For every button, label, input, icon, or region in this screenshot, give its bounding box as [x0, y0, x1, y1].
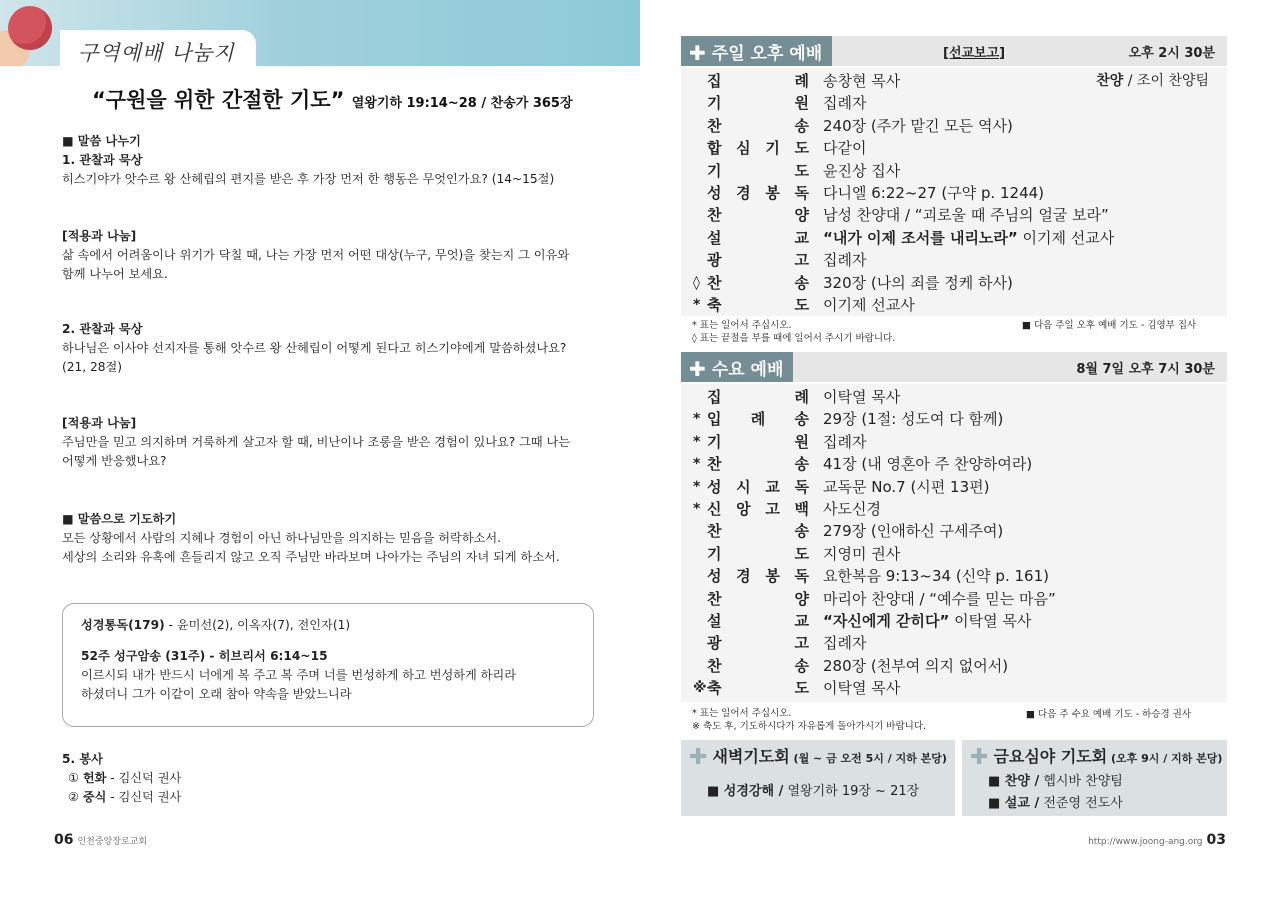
- order-item-label: 집 례: [707, 388, 809, 406]
- order-item-detail: 다니엘 6:22~27 (구약 p. 1244): [823, 184, 1045, 202]
- order-item-detail: 280장 (천부여 의지 없어서): [823, 656, 1009, 675]
- order-item-detail: 송창현 목사: [823, 72, 901, 90]
- wednesday-service-header: [681, 352, 1227, 382]
- order-row: [681, 520, 1227, 542]
- dawn-prayer-box: [681, 740, 955, 816]
- app1-heading: [적용과 나눔]: [62, 229, 137, 243]
- friday-prayer-line-1: [988, 770, 1123, 789]
- sunday-note-2: ◊ 표는 끝절을 부를 때에 일어서 주시기 바랍니다.: [692, 333, 896, 344]
- order-item-detail: 41장 (내 영혼아 주 찬양하여라): [823, 455, 1033, 474]
- order-item-label: 찬 송: [707, 273, 809, 292]
- order-item-label: 광 고: [707, 251, 809, 270]
- service-item-name: - 김신덕 권사: [106, 790, 182, 804]
- friday-prayer-schedule: (오후 9시 / 지하 본당): [1107, 752, 1223, 765]
- dawn-prayer-title: [689, 744, 947, 770]
- app2-heading: [적용과 나눔]: [62, 416, 137, 430]
- order-mark: ◊: [693, 274, 700, 291]
- reading-label: 성경통독(179): [81, 618, 165, 632]
- order-item-label: 찬 송: [707, 455, 809, 474]
- wednesday-service-time: 8월 7일 오후 7시 30분: [1076, 362, 1215, 377]
- order-row: [681, 610, 1227, 632]
- sermon-title-text: “구원을 위한 간절한 기도”: [92, 88, 345, 112]
- order-item-detail: 집례자: [823, 251, 867, 270]
- order-row: [681, 565, 1227, 587]
- order-item-label: 성 시 교 독: [707, 477, 809, 496]
- sunday-order-list: [681, 68, 1227, 316]
- order-row: [681, 115, 1227, 137]
- order-item-detail: “내가 이제 조서를 내리노라” 이기제 선교사: [823, 228, 1115, 247]
- order-mark: *: [693, 297, 701, 313]
- order-row: [681, 543, 1227, 565]
- order-item-label: 기 도: [707, 544, 809, 563]
- order-item-label: 기 원: [707, 432, 809, 451]
- order-item-detail: 320장 (나의 죄를 정케 하사): [823, 273, 1013, 292]
- order-item-label: 기 원: [707, 94, 809, 113]
- order-row: [681, 204, 1227, 226]
- order-item-label: 광 고: [707, 634, 809, 653]
- wednesday-note-2: ※ 축도 후, 기도하시다가 자유롭게 돌아가시기 바랍니다.: [692, 721, 927, 732]
- sunday-side-bold: 찬양: [1096, 73, 1124, 89]
- wednesday-service-tag: [681, 352, 793, 382]
- share-section: [62, 132, 602, 189]
- order-item-detail: 다같이: [823, 139, 867, 158]
- order-row: [681, 588, 1227, 610]
- prayer-line2: 세상의 소리와 유혹에 흔들리지 않고 오직 주님만 바라보며 나아가는 주님의 자녀 되게 하소서.: [62, 550, 560, 564]
- order-row: [681, 182, 1227, 204]
- service-heading: 5. 봉사: [62, 752, 103, 766]
- q2-line1: 하나님은 이사야 선지자를 통해 앗수르 왕 산헤립이 어떻게 된다고 히스기야에게 말씀하셨나요?: [62, 341, 567, 355]
- order-row: [681, 92, 1227, 114]
- order-row: [681, 408, 1227, 430]
- prayer-heading: ■ 말씀으로 기도하기: [62, 512, 177, 526]
- order-item-detail: 집례자: [823, 634, 867, 653]
- church-name: 인천중앙장로교회: [77, 837, 148, 847]
- right-page-number: 03: [1206, 832, 1226, 848]
- friday-prayer-line-2: [988, 792, 1123, 811]
- heart-decoration: [0, 0, 60, 66]
- q2-line2: (21, 28절): [62, 360, 123, 374]
- order-row: [681, 498, 1227, 520]
- dawn-prayer-line: [707, 780, 919, 799]
- order-item-detail: 240장 (주가 맡긴 모든 역사): [823, 116, 1013, 135]
- order-item-label: 기 도: [707, 161, 809, 180]
- order-item-detail: 윤진상 집사: [823, 161, 901, 180]
- order-row: [681, 70, 1227, 92]
- section-tab-label: 구역예배 나눔지: [78, 41, 235, 65]
- order-item-detail: 마리아 찬양대 / “예수를 믿는 마음”: [823, 589, 1056, 608]
- order-row: [681, 431, 1227, 453]
- sunday-service-tag: [681, 36, 832, 66]
- cross-icon: ✚: [689, 745, 708, 770]
- sunday-next-prayer: ■ 다음 주일 오후 예배 기도 - 김영부 집사: [1022, 320, 1197, 331]
- question-2: [62, 320, 602, 377]
- order-mark: *: [693, 433, 701, 450]
- service-item: [62, 788, 602, 807]
- cross-icon: ✚: [970, 745, 989, 770]
- order-item-label: 설 교: [707, 228, 809, 247]
- mission-report-label: [선교보고]: [943, 46, 1006, 61]
- wednesday-note-1: * 표는 일어서 주십시오.: [692, 708, 792, 719]
- order-mark: *: [693, 411, 701, 428]
- right-page: [640, 0, 1280, 904]
- section-tab: [60, 30, 256, 70]
- order-row: [681, 227, 1227, 249]
- sermon-reference: 열왕기하 19:14~28 / 찬송가 365장: [351, 96, 573, 111]
- friday-prayer-name: 금요심야 기도회: [993, 747, 1108, 766]
- website-url: http://www.joong-ang.org: [1088, 837, 1203, 847]
- cross-icon: ✚: [689, 357, 706, 381]
- order-item-detail: 요한복음 9:13~34 (신약 p. 161): [823, 567, 1049, 586]
- sunday-service-header: [681, 36, 1227, 66]
- order-item-detail: 교독문 No.7 (시편 13편): [823, 477, 990, 496]
- order-item-label: 성 경 봉 독: [707, 184, 809, 202]
- friday-line2-text: 전준영 전도사: [1039, 796, 1123, 811]
- reading-names: - 윤미선(2), 이옥자(7), 전인자(1): [164, 618, 351, 632]
- order-item-detail: 지영미 권사: [823, 544, 901, 563]
- order-item-detail: 이탁열 목사: [823, 388, 901, 406]
- order-item-detail: 이기제 선교사: [823, 296, 915, 314]
- memory-line1: 이르시되 내가 반드시 너에게 복 주고 복 주며 너를 번성하게 하고 번성하게 하리라: [81, 668, 517, 682]
- wednesday-next-prayer: ■ 다음 주 수요 예배 기도 - 하승경 권사: [1026, 709, 1192, 720]
- service-item-name: - 김신덕 권사: [106, 771, 182, 785]
- friday-line2-label: ■ 설교 /: [988, 796, 1040, 811]
- reading-card: [62, 603, 594, 727]
- app1-line1: 삶 속에서 어려움이나 위기가 닥칠 때, 나는 가장 먼저 어떤 대상(누구, 무엇)을 찾는지 그 이유와: [62, 248, 570, 262]
- sunday-service-time: 오후 2시 30분: [1128, 46, 1215, 61]
- wednesday-order-list: [681, 384, 1227, 702]
- order-item-label: 합 심 기 도: [707, 139, 809, 158]
- dawn-prayer-name: 새벽기도회: [712, 747, 790, 766]
- left-page-number: 06: [54, 832, 74, 848]
- order-row: [681, 272, 1227, 294]
- order-item-detail: “자신에게 갇히다” 이탁열 목사: [823, 612, 1032, 630]
- order-row: [681, 249, 1227, 271]
- sermon-title: [92, 84, 573, 114]
- app2-line2: 어떻게 반응했나요?: [62, 454, 167, 468]
- order-mark: *: [693, 456, 701, 473]
- order-item-label: 찬 양: [707, 206, 809, 225]
- order-item-label: 축 도: [707, 679, 809, 698]
- friday-line1-label: ■ 찬양 /: [988, 774, 1040, 789]
- order-mark: ※: [693, 680, 707, 697]
- service-item-num: ②: [68, 790, 79, 804]
- sunday-service-label: 주일 오후 예배: [711, 44, 823, 64]
- sunday-side-text: / 조이 찬양팀: [1123, 73, 1209, 89]
- order-row: [681, 137, 1227, 159]
- order-item-label: 신 앙 고 백: [707, 500, 809, 518]
- order-row: [681, 476, 1227, 498]
- order-item-label: 집 례: [707, 72, 809, 90]
- order-row: [681, 386, 1227, 408]
- dawn-prayer-line-text: 열왕기하 19장 ~ 21장: [783, 784, 920, 799]
- friday-prayer-box: [962, 740, 1227, 816]
- order-item-label: 입 례 송: [707, 410, 809, 429]
- order-item-label: 성 경 봉 독: [707, 567, 809, 586]
- order-mark: *: [693, 478, 701, 495]
- reading-line: [81, 616, 575, 635]
- order-item-label: 설 교: [707, 612, 809, 630]
- order-item-label: 찬 송: [707, 116, 809, 135]
- order-item-detail: 이탁열 목사: [823, 679, 901, 698]
- friday-line1-text: 헵시바 찬양팀: [1039, 774, 1123, 789]
- order-item-detail: 279장 (인애하신 구세주여): [823, 522, 1004, 541]
- order-item-detail: 29장 (1절: 성도여 다 함께): [823, 410, 1004, 429]
- share-heading: ■ 말씀 나누기: [62, 134, 141, 148]
- app2-line1: 주님만을 믿고 의지하며 거룩하게 살고자 할 때, 비난이나 조롱을 받은 경험이 있나요? 그때 나는: [62, 435, 571, 449]
- order-item-label: 찬 송: [707, 522, 809, 541]
- service-item-num: ①: [68, 771, 79, 785]
- order-item-detail: 남성 찬양대 / “괴로울 때 주님의 얼굴 보라”: [823, 206, 1109, 225]
- order-row: [681, 655, 1227, 677]
- order-row: [681, 632, 1227, 654]
- order-item-detail: 집례자: [823, 432, 867, 451]
- right-footer: [1088, 832, 1226, 848]
- service-section: [62, 750, 602, 807]
- order-item-label: 축 도: [707, 296, 809, 314]
- service-item-role: 중식: [82, 790, 107, 804]
- q1-text: 히스기야가 앗수르 왕 산헤립의 편지를 받은 후 가장 먼저 한 행동은 무엇인가요? (14~15절): [62, 172, 555, 186]
- memory-heading: 52주 성구암송 (31주) - 히브리서 6:14~15: [81, 649, 328, 663]
- cross-icon: ✚: [689, 41, 706, 65]
- left-footer: [54, 832, 147, 848]
- service-item: [62, 769, 602, 788]
- order-row: [681, 160, 1227, 182]
- prayer-section: [62, 510, 602, 567]
- application-2: [62, 414, 602, 471]
- friday-prayer-title: [970, 744, 1222, 770]
- dawn-prayer-line-label: ■ 성경강해 /: [707, 784, 784, 799]
- dawn-prayer-schedule: (월 ~ 금 오전 5시 / 지하 본당): [789, 752, 947, 765]
- order-row: [681, 677, 1227, 699]
- service-item-role: 헌화: [82, 771, 107, 785]
- order-item-detail: 집례자: [823, 94, 867, 113]
- memory-line2: 하셨더니 그가 이같이 오래 참아 약속을 받았느니라: [81, 687, 352, 701]
- order-row: [681, 453, 1227, 475]
- order-item-label: 찬 양: [707, 589, 809, 608]
- sunday-note-1: * 표는 일어서 주십시오.: [692, 320, 792, 331]
- application-1: [62, 227, 602, 284]
- order-mark: *: [693, 501, 701, 517]
- q1-heading: 1. 관찰과 묵상: [62, 153, 143, 167]
- order-item-detail: 사도신경: [823, 500, 881, 518]
- prayer-line1: 모든 상황에서 사람의 지혜나 경험이 아닌 하나님만을 의지하는 믿음을 허락하소서.: [62, 531, 502, 545]
- order-row: [681, 294, 1227, 316]
- order-item-label: 찬 송: [707, 656, 809, 675]
- wednesday-service-label: 수요 예배: [711, 360, 784, 380]
- app1-line2: 함께 나누어 보세요.: [62, 267, 168, 281]
- q2-heading: 2. 관찰과 묵상: [62, 322, 143, 336]
